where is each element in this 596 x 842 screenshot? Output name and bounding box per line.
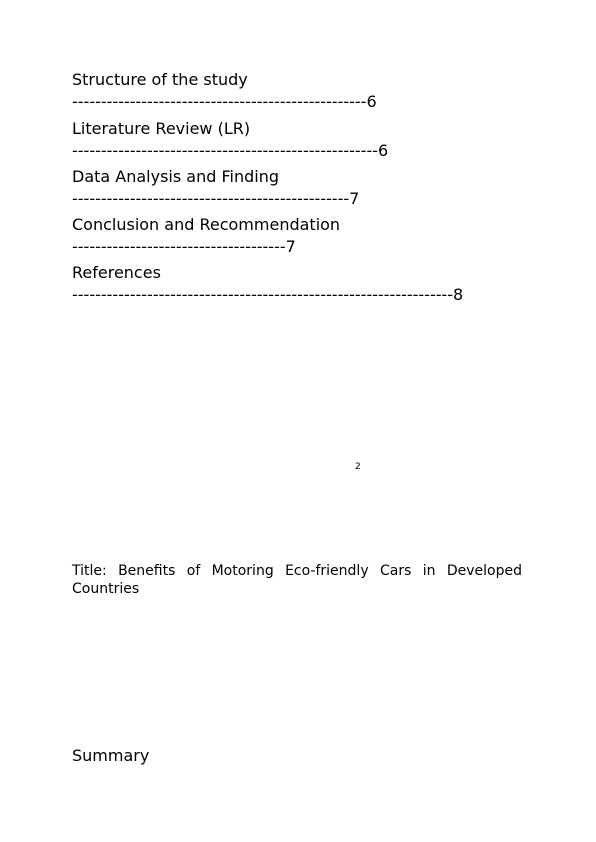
toc-entry-title: Conclusion and Recommendation [72,215,341,234]
toc-entry-leader: -----------------------------------------------------6 [72,141,389,160]
toc-entry-leader: ------------------------------------------------------------------8 [72,285,464,304]
toc-entry-literature-review[interactable] [72,119,532,160]
summary-heading: Summary [72,746,150,765]
toc-entry-title: Structure of the study [72,70,248,89]
toc-entry-structure-of-the-study[interactable] [72,70,532,111]
toc-entry-leader: ------------------------------------------------7 [72,189,360,208]
page-number: 2 [355,462,361,472]
toc-entry-conclusion[interactable] [72,215,532,256]
toc-entry-title: Data Analysis and Finding [72,167,280,186]
toc-entry-leader: -------------------------------------7 [72,237,296,256]
toc-entry-title: References [72,263,161,282]
toc-entry-references[interactable] [72,263,532,304]
toc-entry-data-analysis[interactable] [72,167,532,208]
toc-entry-leader: ---------------------------------------------------6 [72,92,377,111]
toc-entry-title: Literature Review (LR) [72,119,251,138]
document-title: Title: Benefits of Motoring Eco-friendly Cars in Developed Countries [72,563,522,597]
